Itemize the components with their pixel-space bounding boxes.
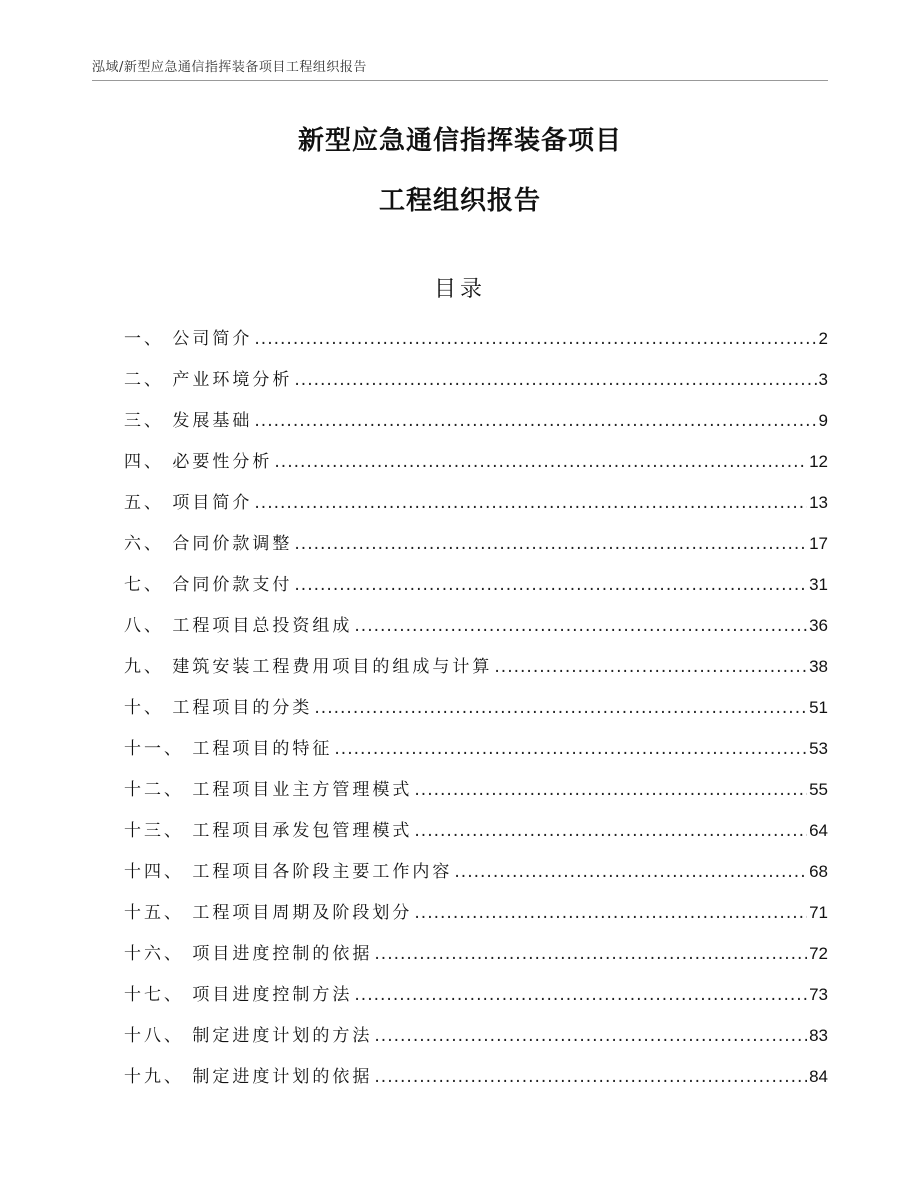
toc-entry-page-number: 53: [809, 739, 828, 758]
toc-entry[interactable]: [124, 769, 828, 810]
running-header: 泓域/新型应急通信指挥装备项目工程组织报告: [92, 60, 367, 75]
toc-entry-page-number: 55: [809, 780, 828, 799]
toc-entry[interactable]: [124, 605, 828, 646]
toc-entry-page-number: 68: [809, 862, 828, 881]
toc-entry[interactable]: [124, 441, 828, 482]
toc-dot-leader: [254, 483, 807, 524]
toc-entry-label: 一、 公司简介: [124, 329, 253, 349]
toc-entry[interactable]: [124, 523, 828, 564]
toc-entry-page-number: 2: [818, 329, 828, 348]
toc-dot-leader: [374, 934, 807, 975]
toc-entry-label: 九、 建筑安装工程费用项目的组成与计算: [124, 657, 493, 677]
toc-entry[interactable]: [124, 1056, 828, 1097]
toc-entry-label: 十六、 项目进度控制的依据: [124, 944, 373, 964]
toc-entry-label: 七、 合同价款支付: [124, 575, 293, 595]
toc-entry-label: 四、 必要性分析: [124, 452, 273, 472]
toc-entry[interactable]: [124, 646, 828, 687]
toc-entry-page-number: 31: [809, 575, 828, 594]
toc-entry[interactable]: [124, 400, 828, 441]
toc-dot-leader: [334, 729, 807, 770]
toc-entry[interactable]: [124, 810, 828, 851]
toc-entry-page-number: 36: [809, 616, 828, 635]
toc-entry-label: 十三、 工程项目承发包管理模式: [124, 821, 413, 841]
toc-entry-label: 三、 发展基础: [124, 411, 253, 431]
toc-entry[interactable]: [124, 1015, 828, 1056]
toc-entry-label: 八、 工程项目总投资组成: [124, 616, 353, 636]
toc-dot-leader: [414, 811, 807, 852]
toc-dot-leader: [354, 975, 807, 1016]
toc-entry[interactable]: [124, 974, 828, 1015]
toc-entry-label: 十八、 制定进度计划的方法: [124, 1026, 373, 1046]
toc-dot-leader: [314, 688, 807, 729]
toc-entry-page-number: 71: [809, 903, 828, 922]
toc-dot-leader: [294, 360, 816, 401]
toc-dot-leader: [294, 565, 807, 606]
header-divider: [92, 80, 828, 81]
toc-entry-label: 六、 合同价款调整: [124, 534, 293, 554]
toc-entry-label: 十、 工程项目的分类: [124, 698, 313, 718]
toc-dot-leader: [294, 524, 807, 565]
toc-entry-page-number: 13: [809, 493, 828, 512]
toc-dot-leader: [414, 893, 807, 934]
toc-entry[interactable]: [124, 318, 828, 359]
toc-dot-leader: [454, 852, 807, 893]
toc-entry-label: 十二、 工程项目业主方管理模式: [124, 780, 413, 800]
toc-entry-label: 十九、 制定进度计划的依据: [124, 1067, 373, 1087]
table-of-contents: [124, 318, 828, 1097]
toc-entry-page-number: 73: [809, 985, 828, 1004]
toc-entry[interactable]: [124, 851, 828, 892]
toc-entry[interactable]: [124, 687, 828, 728]
toc-entry-page-number: 38: [809, 657, 828, 676]
toc-entry-page-number: 17: [809, 534, 828, 553]
toc-dot-leader: [274, 442, 807, 483]
toc-dot-leader: [494, 647, 807, 688]
toc-entry-page-number: 64: [809, 821, 828, 840]
toc-entry-page-number: 83: [809, 1026, 828, 1045]
toc-dot-leader: [374, 1057, 807, 1098]
toc-dot-leader: [374, 1016, 807, 1057]
toc-entry-page-number: 84: [809, 1067, 828, 1086]
toc-entry-page-number: 3: [818, 370, 828, 389]
document-title-line2: 工程组织报告: [378, 186, 541, 216]
toc-entry-page-number: 72: [809, 944, 828, 963]
toc-entry-page-number: 9: [818, 411, 828, 430]
toc-dot-leader: [254, 401, 816, 442]
toc-entry[interactable]: [124, 564, 828, 605]
document-title-line1: 新型应急通信指挥装备项目: [297, 126, 622, 156]
toc-dot-leader: [354, 606, 807, 647]
toc-entry-page-number: 12: [809, 452, 828, 471]
toc-entry-page-number: 51: [809, 698, 828, 717]
toc-entry[interactable]: [124, 892, 828, 933]
toc-entry[interactable]: [124, 482, 828, 523]
toc-dot-leader: [414, 770, 807, 811]
toc-entry[interactable]: [124, 359, 828, 400]
toc-dot-leader: [254, 319, 816, 360]
toc-entry-label: 十七、 项目进度控制方法: [124, 985, 353, 1005]
toc-entry[interactable]: [124, 728, 828, 769]
toc-entry-label: 十四、 工程项目各阶段主要工作内容: [124, 862, 453, 882]
toc-heading: 目录: [433, 277, 486, 302]
toc-entry-label: 二、 产业环境分析: [124, 370, 293, 390]
toc-entry-label: 十五、 工程项目周期及阶段划分: [124, 903, 413, 923]
toc-entry-label: 五、 项目简介: [124, 493, 253, 513]
toc-entry-label: 十一、 工程项目的特征: [124, 739, 333, 759]
toc-entry[interactable]: [124, 933, 828, 974]
